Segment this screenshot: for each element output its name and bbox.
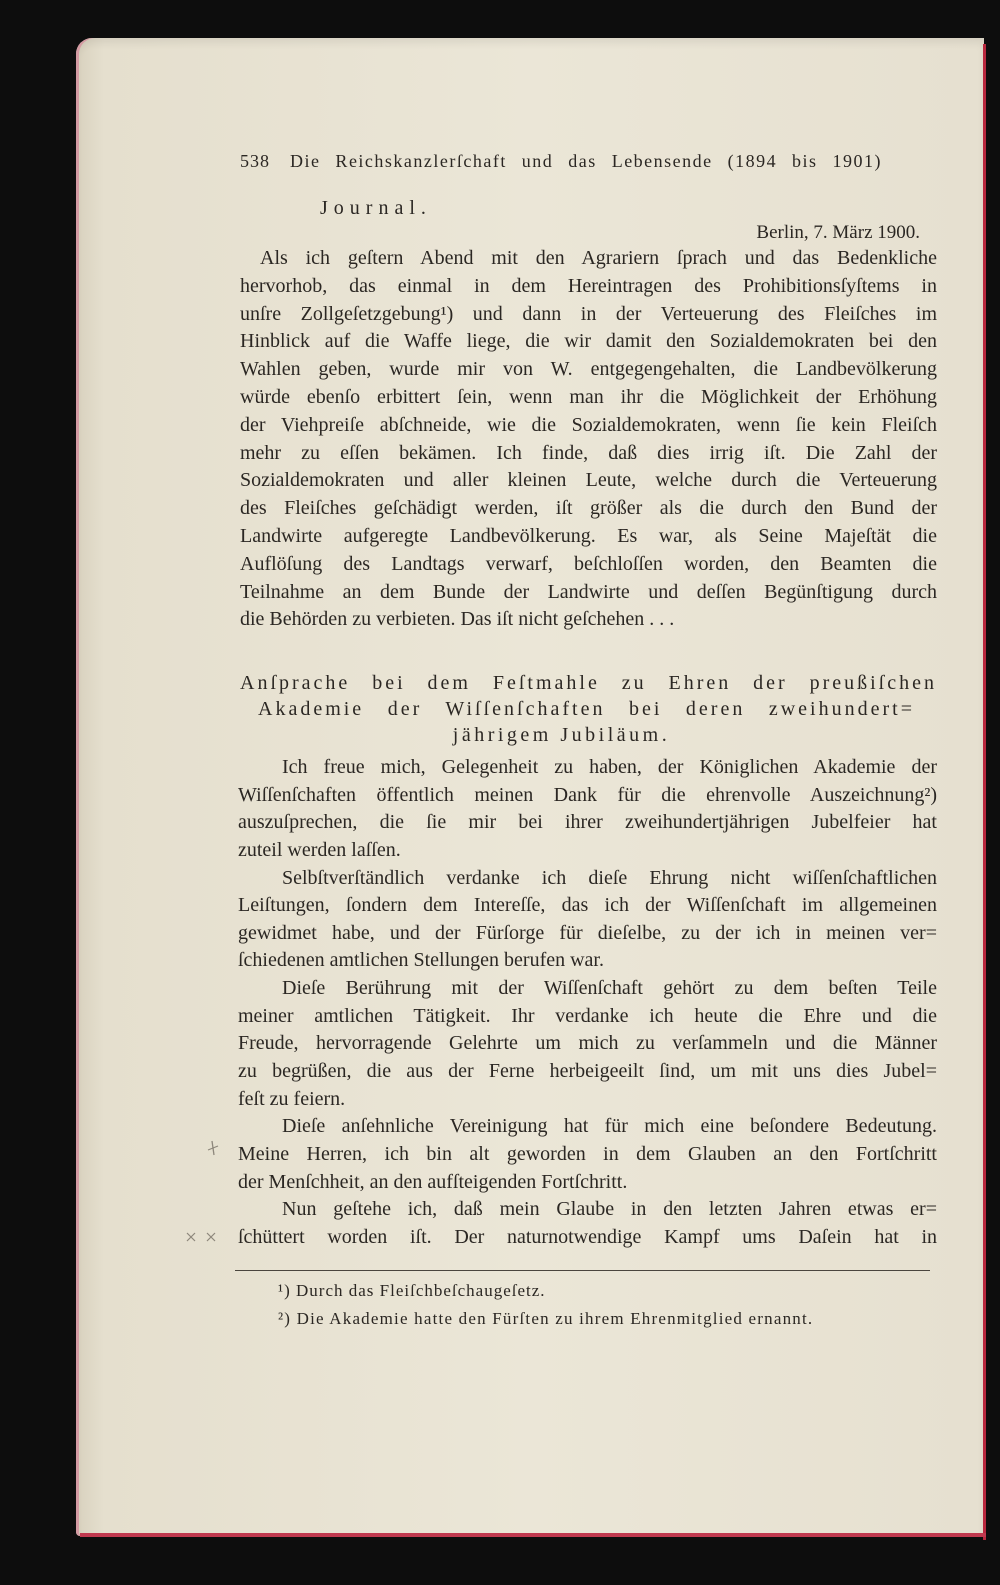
journal-heading: Journal. [320, 197, 432, 219]
text-line: ſchiedenen amtlichen Stellungen berufen war. [238, 949, 604, 972]
heading-line: Akademie der Wiſſenſchaften bei deren zweihundert= [258, 698, 915, 720]
text-line: ſchüttert worden iſt. Der naturnotwendige Kampf ums Daſein hat in [238, 1225, 937, 1248]
text-line: auszuſprechen, die ſie mir bei ihrer zweihundertjährigen Jubelfeier hat [238, 811, 937, 834]
text-line: Meine Herren, ich bin alt geworden in dem Glauben an den Fortſchritt [238, 1142, 937, 1165]
text-line: Teilnahme an dem Bunde der Landwirte und deſſen Begünſtigung durch [240, 580, 937, 603]
page-edge-right [983, 44, 986, 1540]
pencil-margin-mark [207, 1140, 219, 1156]
text-line: der Menſchheit, an den aufſteigenden Fortſchritt. [238, 1170, 628, 1193]
text-line: Hinblick auf die Waffe liege, die wir damit den Sozialdemokraten bei den [240, 330, 937, 353]
address-paragraph [238, 754, 937, 865]
heading-line: Anſprache bei dem Feſtmahle zu Ehren der preußiſchen [240, 672, 937, 694]
text-line: Dieſe Berührung mit der Wiſſenſchaft gehört zu dem beſten Teile [282, 977, 937, 1000]
text-line: Als ich geſtern Abend mit den Agrariern ſprach und das Bedenkliche [260, 247, 937, 269]
address-paragraph [238, 865, 937, 976]
dateline: Berlin, 7. März 1900. [756, 222, 920, 243]
footnote: ²) Die Akademie hatte den Fürſten zu ihrem Ehrenmitglied ernannt. [278, 1309, 814, 1328]
text-line: meiner amtlichen Tätigkeit. Ihr verdanke ich heute die Ehre und die [238, 1004, 937, 1027]
journal-paragraph [240, 245, 937, 634]
text-line: die Behörden zu verbieten. Das iſt nicht geſchehen . . . [240, 608, 675, 631]
address-paragraph [238, 1196, 937, 1251]
text-line: des Fleiſches geſchädigt werden, iſt größer als die durch den Bund der [240, 497, 937, 520]
text-line: hervorhob, das einmal in dem Hereintragen des Prohibitionsſyſtems in [240, 274, 937, 297]
heading-line: jährigem Jubiläum. [452, 724, 671, 746]
text-line: würde ebenſo erbittert ſein, wenn man ihr die Möglichkeit der Erhöhung [240, 385, 937, 408]
text-line: Wiſſenſchaften öffentlich meinen Dank für die ehrenvolle Auszeichnung²) [238, 783, 937, 806]
text-line: gewidmet habe, und der Fürſorge für dieſelbe, zu der ich in meinen ver= [238, 921, 937, 944]
footnote-rule [235, 1270, 930, 1271]
text-line: zuteil werden laſſen. [238, 838, 401, 861]
text-line: unſre Zollgeſetzgebung¹) und dann in der Verteuerung des Fleiſches im [240, 302, 937, 325]
text-line: Freude, hervorragende Gelehrte um mich zu verſammeln und die Männer [238, 1032, 937, 1055]
text-line: Ich freue mich, Gelegenheit zu haben, der Königlichen Akademie der [282, 756, 937, 778]
text-line: feſt zu feiern. [238, 1087, 346, 1110]
text-line: der Viehpreiſe abſchneide, wie die Sozialdemokraten, wenn ſie kein Fleiſch [240, 413, 937, 436]
text-line: Auflöſung des Landtags verwarf, beſchloſſen worden, den Beamten die [240, 552, 937, 575]
address-paragraph [238, 1113, 937, 1196]
address-heading [240, 670, 937, 748]
text-line: Selbſtverſtändlich verdanke ich dieſe Ehrung nicht wiſſenſchaftlichen [282, 866, 937, 889]
address-body [238, 754, 937, 1252]
page-edge-bottom [80, 1533, 986, 1537]
footnote: ¹) Durch das Fleiſchbeſchaugeſetz. [278, 1281, 546, 1300]
text-line: Wahlen geben, wurde mir von W. entgegengehalten, die Landbevölkerung [240, 358, 937, 381]
pencil-cross-mark [185, 1231, 197, 1243]
page-number: 538 [240, 151, 270, 171]
text-line: Landwirte aufgeregte Landbevölkerung. Es war, als Seine Majeſtät die [240, 524, 937, 547]
text-line: Nun geſtehe ich, daß mein Glaube in den letzten Jahren etwas er= [282, 1198, 937, 1221]
text-line: Leiſtungen, ſondern dem Intereſſe, das ich der Wiſſenſchaft im allgemeinen [238, 894, 937, 917]
running-title: Die Reichskanzlerſchaft und das Lebensende (1894 bis 1901) [290, 151, 882, 171]
text-line: mehr zu eſſen bekämen. Ich finde, daß dies irrig iſt. Die Zahl der [240, 441, 937, 464]
text-line: Dieſe anſehnliche Vereinigung hat für mich eine beſondere Bedeutung. [282, 1115, 937, 1138]
address-paragraph [238, 975, 937, 1113]
running-head [240, 148, 882, 174]
text-line: Sozialdemokraten und aller kleinen Leute, welche durch die Verteuerung [240, 469, 937, 492]
pencil-cross-mark [205, 1231, 217, 1243]
text-line: zu begrüßen, die aus der Ferne herbeigeeilt ſind, um mit uns dies Jubel= [238, 1060, 937, 1083]
footnotes [278, 1277, 813, 1333]
